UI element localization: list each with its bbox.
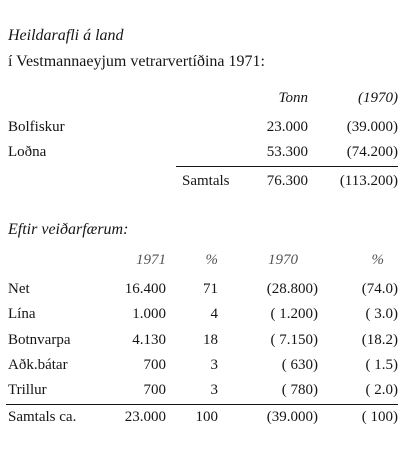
row-label: Loðna — [8, 144, 47, 160]
document-subtitle: í Vestmannaeyjum vetrarvertíðina 1971: — [8, 53, 265, 70]
row-1971: 16.400 — [124, 281, 166, 297]
total-pct1971: 100 — [195, 409, 218, 425]
row-label: Aðk.bátar — [8, 357, 68, 373]
row-tonn: 23.000 — [266, 119, 308, 135]
catch-total-rule — [176, 166, 398, 167]
gear-header-1971: 1971 — [136, 252, 166, 268]
row-1970: ( 1.200) — [270, 306, 318, 322]
row-label: Botnvarpa — [8, 332, 71, 348]
row-pct1970: ( 2.0) — [365, 382, 398, 398]
row-pct1971: 3 — [210, 357, 218, 373]
total-tonn: 76.300 — [266, 173, 308, 189]
row-1971: 700 — [143, 357, 166, 373]
total-label: Samtals ca. — [8, 409, 77, 425]
row-1971: 4.130 — [132, 332, 166, 348]
row-pct1970: (74.0) — [361, 281, 398, 297]
row-pct1970: ( 3.0) — [365, 306, 398, 322]
gear-total-rule — [6, 404, 398, 405]
row-1970: (28.800) — [266, 281, 318, 297]
document-title: Heildarafli á land — [8, 27, 124, 44]
row-1971: 1.000 — [132, 306, 166, 322]
total-1970: (39.000) — [266, 409, 318, 425]
row-pct1971: 71 — [203, 281, 218, 297]
row-pct1971: 4 — [210, 306, 218, 322]
row-pct1971: 18 — [203, 332, 218, 348]
row-label: Lína — [8, 306, 36, 322]
row-label: Net — [8, 281, 30, 297]
total-pct1970: ( 100) — [361, 409, 398, 425]
row-1970: (39.000) — [346, 119, 398, 135]
row-label: Trillur — [8, 382, 47, 398]
row-label: Bolfiskur — [8, 119, 65, 135]
total-label: Samtals — [182, 173, 230, 189]
total-1970: (113.200) — [339, 173, 398, 189]
row-pct1970: (18.2) — [361, 332, 398, 348]
row-1970: ( 630) — [281, 357, 318, 373]
row-1970: ( 7.150) — [270, 332, 318, 348]
gear-header-pct1971: % — [205, 252, 218, 268]
row-tonn: 53.300 — [266, 144, 308, 160]
row-pct1970: ( 1.5) — [365, 357, 398, 373]
row-pct1971: 3 — [210, 382, 218, 398]
total-1971: 23.000 — [124, 409, 166, 425]
row-1971: 700 — [143, 382, 166, 398]
row-1970: ( 780) — [281, 382, 318, 398]
catch-header-tonn: Tonn — [278, 90, 308, 106]
gear-title: Eftir veiðarfærum: — [8, 221, 129, 238]
gear-header-pct1970: % — [371, 252, 384, 268]
gear-header-1970: 1970 — [268, 252, 298, 268]
row-1970: (74.200) — [346, 144, 398, 160]
catch-header-1970: (1970) — [358, 90, 398, 106]
